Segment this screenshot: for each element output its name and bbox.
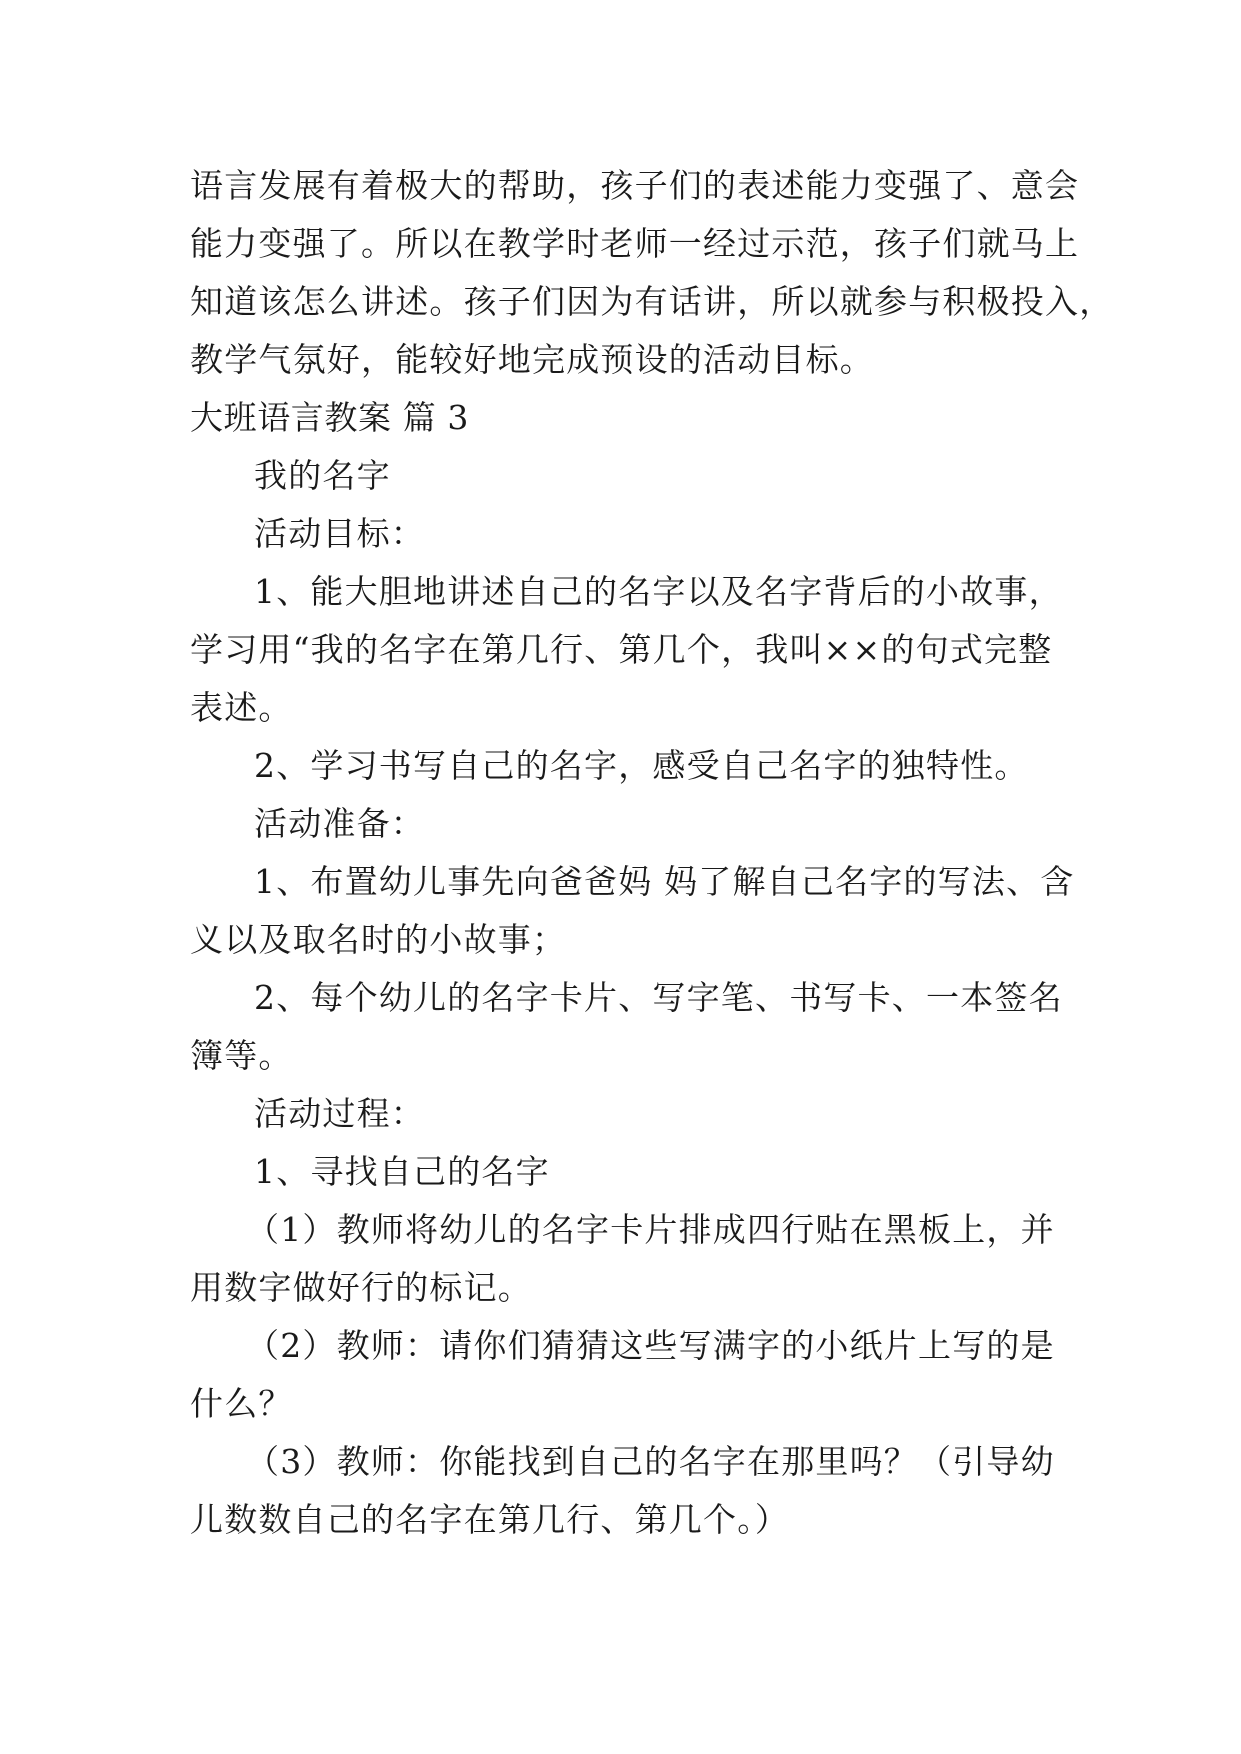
subheading-preparation: 活动准备： [254,804,425,843]
lesson-title: 我的名字 [254,456,391,495]
paragraph-line: 2、每个幼儿的名字卡片、写字笔、书写卡、一本签名 [254,978,1063,1017]
paragraph-line: 能力变强了。所以在教学时老师一经过示范，孩子们就马上 [190,224,1080,263]
paragraph-line: （3）教师：你能找到自己的名字在那里吗？（引导幼 [246,1442,1055,1481]
paragraph-line: （1）教师将幼儿的名字卡片排成四行贴在黑板上，并 [246,1210,1055,1249]
paragraph-line: 知道该怎么讲述。孩子们因为有话讲，所以就参与积极投入， [190,282,1114,321]
paragraph-line: 用数字做好行的标记。 [190,1268,532,1307]
paragraph-line: 1、能大胆地讲述自己的名字以及名字背后的小故事， [254,572,1063,611]
paragraph-line: 语言发展有着极大的帮助，孩子们的表述能力变强了、意会 [190,166,1080,205]
paragraph-line: 学习用“我的名字在第几行、第几个，我叫××的句式完整 [190,630,1053,669]
paragraph-line: 教学气氛好，能较好地完成预设的活动目标。 [190,340,874,379]
paragraph-line: 1、布置幼儿事先向爸爸妈 妈了解自己名字的写法、含 [254,862,1075,901]
paragraph-line: 簿等。 [190,1036,293,1075]
paragraph-line: 1、寻找自己的名字 [254,1152,550,1191]
subheading-objectives: 活动目标： [254,514,425,553]
section-heading: 大班语言教案 篇 3 [190,398,469,437]
paragraph-line: 2、学习书写自己的名字，感受自己名字的独特性。 [254,746,1029,785]
paragraph-line: 儿数数自己的名字在第几行、第几个。） [190,1500,790,1539]
paragraph-line: 表述。 [190,688,293,727]
paragraph-line: （2）教师：请你们猜猜这些写满字的小纸片上写的是 [246,1326,1055,1365]
paragraph-line: 什么？ [190,1384,293,1423]
subheading-process: 活动过程： [254,1094,425,1133]
paragraph-line: 义以及取名时的小故事； [190,920,567,959]
